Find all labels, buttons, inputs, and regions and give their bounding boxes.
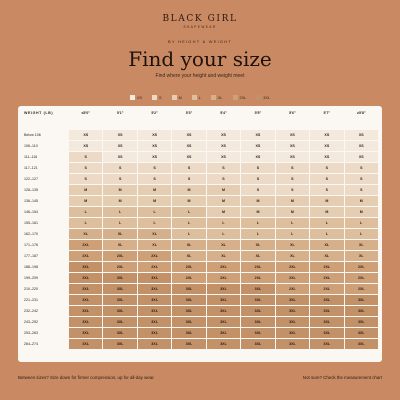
size-cell: XL	[138, 229, 171, 239]
size-cell: S	[172, 174, 205, 184]
size-cell: 3XL	[345, 317, 378, 327]
size-cell: 3XL	[103, 328, 136, 338]
legend-label: 2XL	[239, 95, 247, 100]
size-cell: M	[345, 207, 378, 217]
grid-padding	[241, 350, 274, 360]
size-cell: XS	[103, 152, 136, 162]
size-cell: L	[138, 207, 171, 217]
size-cell: M	[69, 185, 102, 195]
size-cell: 3XL	[207, 306, 240, 316]
brand-subtitle: SHAPEWEAR	[183, 25, 217, 29]
size-cell: XS	[310, 141, 343, 151]
size-cell: L	[310, 229, 343, 239]
size-cell: L	[241, 218, 274, 228]
height-column-header: 5'6"	[289, 111, 296, 115]
size-cell: XL	[207, 251, 240, 261]
weight-range-label: Below 106	[24, 133, 41, 137]
weight-range-label: 162–170	[24, 232, 38, 236]
size-cell: XL	[241, 240, 274, 250]
header-spacer	[22, 119, 68, 129]
size-cell: L	[276, 229, 309, 239]
size-cell: 3XL	[172, 284, 205, 294]
size-cell: 2XL	[345, 284, 378, 294]
size-cell: 3XL	[241, 306, 274, 316]
size-cell: S	[69, 174, 102, 184]
size-cell: XL	[310, 251, 343, 261]
size-cell: XL	[172, 251, 205, 261]
size-cell: L	[172, 218, 205, 228]
size-cell: 2XL	[69, 240, 102, 250]
legend-item	[130, 95, 142, 100]
size-cell: M	[310, 196, 343, 206]
size-cell: XS	[207, 130, 240, 140]
header-spacer	[138, 119, 171, 129]
size-cell: XS	[207, 141, 240, 151]
weight-range-label: 122–127	[24, 177, 38, 181]
grid-padding	[22, 350, 68, 360]
size-cell: 3XL	[241, 284, 274, 294]
legend-swatch	[152, 95, 157, 100]
legend-swatch	[233, 95, 238, 100]
legend-item	[211, 95, 223, 100]
size-cell: 3XL	[172, 317, 205, 327]
size-cell: 3XL	[310, 339, 343, 349]
size-cell: S	[241, 163, 274, 173]
size-cell: 3XL	[172, 339, 205, 349]
grid-padding	[276, 350, 309, 360]
size-cell: S	[69, 152, 102, 162]
size-cell: S	[207, 163, 240, 173]
size-cell: 2XL	[276, 262, 309, 272]
size-cell: L	[172, 229, 205, 239]
size-cell: XS	[103, 130, 136, 140]
height-column-header: 5'3"	[185, 111, 193, 115]
size-cell: 3XL	[103, 284, 136, 294]
weight-range-label: 188–198	[24, 265, 38, 269]
size-cell: 3XL	[69, 339, 102, 349]
size-cell: 2XL	[276, 284, 309, 294]
size-cell: 3XL	[172, 306, 205, 316]
size-cell: M	[207, 207, 240, 217]
size-cell: 3XL	[241, 295, 274, 305]
size-cell: 3XL	[69, 317, 102, 327]
size-cell: 3XL	[241, 328, 274, 338]
size-cell: 3XL	[207, 284, 240, 294]
size-cell: 2XL	[241, 273, 274, 283]
grid-padding	[103, 350, 136, 360]
header-spacer	[345, 119, 378, 129]
size-cell: L	[276, 218, 309, 228]
size-cell: XL	[138, 240, 171, 250]
size-cell: M	[103, 185, 136, 195]
size-cell: S	[103, 163, 136, 173]
size-cell: S	[310, 163, 343, 173]
page-title: Find your size	[128, 47, 272, 71]
size-cell: XS	[138, 141, 171, 151]
size-cell: 3XL	[138, 273, 171, 283]
height-column-header: 5'5"	[254, 111, 262, 115]
height-column-header: 5'7"	[323, 111, 331, 115]
legend-label: XS	[136, 95, 143, 100]
size-cell: M	[172, 185, 205, 195]
legend-item	[172, 95, 182, 100]
size-cell: 2XL	[103, 262, 136, 272]
size-cell: 3XL	[345, 295, 378, 305]
size-cell: 3XL	[69, 295, 102, 305]
size-cell: 3XL	[69, 284, 102, 294]
header-spacer	[103, 119, 136, 129]
size-cell: XS	[69, 130, 102, 140]
size-cell: 3XL	[138, 306, 171, 316]
page-subtitle: Find where your height and weight meet	[155, 73, 245, 79]
size-cell: 3XL	[345, 306, 378, 316]
size-cell: 3XL	[345, 328, 378, 338]
legend-label: S	[159, 95, 162, 100]
size-cell: L	[207, 229, 240, 239]
size-cell: 2XL	[69, 251, 102, 261]
size-cell: 3XL	[207, 317, 240, 327]
size-legend	[0, 95, 400, 100]
weight-range-label: 155–161	[24, 221, 38, 225]
size-cell: XS	[276, 130, 309, 140]
legend-label: XL	[217, 95, 223, 100]
size-cell: 3XL	[103, 339, 136, 349]
size-cell: L	[138, 218, 171, 228]
size-cell: S	[276, 174, 309, 184]
size-cell: XL	[276, 240, 309, 250]
weight-range-label: 210–220	[24, 287, 38, 291]
size-cell: XS	[345, 130, 378, 140]
size-cell: S	[241, 174, 274, 184]
size-cell: XL	[241, 251, 274, 261]
size-cell: 3XL	[310, 306, 343, 316]
size-cell: 3XL	[276, 339, 309, 349]
size-cell: S	[345, 163, 378, 173]
size-cell: 3XL	[103, 273, 136, 283]
footer-tip: Between sizes? Size down for firmer compression, up for all-day wear.	[18, 375, 155, 380]
grid-padding	[310, 350, 343, 360]
size-cell: 2XL	[345, 273, 378, 283]
size-cell: 3XL	[138, 339, 171, 349]
size-cell: M	[103, 196, 136, 206]
size-cell: 2XL	[310, 262, 343, 272]
legend-swatch	[192, 95, 197, 100]
header-spacer	[172, 119, 205, 129]
size-cell: S	[345, 185, 378, 195]
size-cell: M	[276, 196, 309, 206]
size-cell: 2XL	[207, 262, 240, 272]
size-cell: 2XL	[207, 273, 240, 283]
size-cell: M	[345, 196, 378, 206]
size-cell: 3XL	[103, 306, 136, 316]
size-cell: L	[345, 229, 378, 239]
size-cell: 3XL	[207, 295, 240, 305]
header-spacer	[276, 119, 309, 129]
size-cell: S	[69, 163, 102, 173]
size-cell: L	[103, 207, 136, 217]
weight-range-label: 136–145	[24, 199, 38, 203]
size-cell: S	[138, 174, 171, 184]
legend-swatch	[130, 95, 135, 100]
size-cell: XL	[207, 240, 240, 250]
size-cell: 3XL	[69, 262, 102, 272]
weight-range-label: 264–274	[24, 342, 38, 346]
height-column-header: 5'1"	[116, 111, 124, 115]
size-cell: M	[207, 185, 240, 195]
grid-padding	[69, 350, 102, 360]
size-cell: 2XL	[241, 262, 274, 272]
grid-padding	[172, 350, 205, 360]
size-cell: XS	[345, 152, 378, 162]
size-cell: XS	[276, 152, 309, 162]
size-chart-table	[18, 106, 382, 362]
height-column-header: ≤5'0"	[81, 111, 90, 115]
size-cell: S	[207, 174, 240, 184]
legend-item	[233, 95, 247, 100]
size-cell: L	[207, 218, 240, 228]
size-cell: L	[310, 218, 343, 228]
size-cell: L	[345, 218, 378, 228]
size-cell: 2XL	[310, 284, 343, 294]
size-cell: XS	[103, 141, 136, 151]
size-cell: 3XL	[69, 273, 102, 283]
legend-item	[256, 95, 270, 100]
size-cell: 3XL	[276, 306, 309, 316]
weight-range-label: 243–252	[24, 320, 38, 324]
size-cell: XS	[345, 141, 378, 151]
height-column-header: 5'2"	[151, 111, 158, 115]
size-cell: XL	[69, 229, 102, 239]
size-cell: S	[276, 163, 309, 173]
size-cell: S	[103, 174, 136, 184]
size-cell: L	[69, 218, 102, 228]
size-cell: 3XL	[103, 317, 136, 327]
size-cell: 3XL	[103, 295, 136, 305]
size-cell: M	[207, 196, 240, 206]
size-cell: XS	[138, 130, 171, 140]
weight-range-label: 106–110	[24, 144, 38, 148]
size-cell: S	[345, 174, 378, 184]
size-cell: 2XL	[276, 273, 309, 283]
size-cell: 3XL	[172, 328, 205, 338]
header-spacer	[69, 119, 102, 129]
weight-range-label: 171–176	[24, 243, 38, 247]
size-cell: M	[276, 207, 309, 217]
size-cell: 2XL	[138, 251, 171, 261]
legend-swatch	[256, 95, 261, 100]
size-cell: 3XL	[241, 339, 274, 349]
size-cell: L	[69, 207, 102, 217]
size-cell: 3XL	[310, 328, 343, 338]
size-chart-card	[18, 106, 382, 362]
legend-label: M	[178, 95, 182, 100]
size-cell: XS	[276, 141, 309, 151]
eyebrow-text: BY HEIGHT & WEIGHT	[168, 39, 232, 44]
grid-padding	[138, 350, 171, 360]
size-cell: 3XL	[69, 306, 102, 316]
weight-range-label: 199–209	[24, 276, 38, 280]
legend-swatch	[172, 95, 177, 100]
size-cell: L	[172, 207, 205, 217]
size-cell: L	[241, 229, 274, 239]
weight-range-label: 177–187	[24, 254, 38, 258]
size-cell: L	[103, 218, 136, 228]
size-cell: 3XL	[276, 295, 309, 305]
header-spacer	[241, 119, 274, 129]
size-cell: 3XL	[138, 328, 171, 338]
size-cell: 2XL	[172, 262, 205, 272]
size-cell: 2XL	[310, 273, 343, 283]
size-cell: 3XL	[276, 317, 309, 327]
size-cell: S	[241, 185, 274, 195]
weight-range-label: 146–154	[24, 210, 38, 214]
weight-range-label: 111–116	[24, 155, 38, 159]
size-cell: 3XL	[310, 295, 343, 305]
size-cell: XS	[241, 130, 274, 140]
height-column-header: 5'4"	[220, 111, 227, 115]
weight-range-label: 221–231	[24, 298, 38, 302]
size-cell: S	[172, 163, 205, 173]
size-cell: M	[69, 196, 102, 206]
size-cell: XS	[172, 152, 205, 162]
size-cell: M	[241, 196, 274, 206]
size-cell: XL	[345, 240, 378, 250]
size-cell: XS	[310, 130, 343, 140]
size-cell: M	[241, 207, 274, 217]
size-cell: 3XL	[241, 317, 274, 327]
size-cell: XS	[207, 152, 240, 162]
size-cell: XS	[138, 152, 171, 162]
page-header	[0, 0, 400, 79]
weight-range-label: 253–263	[24, 331, 38, 335]
size-cell: S	[310, 185, 343, 195]
size-cell: 2XL	[138, 262, 171, 272]
size-cell: S	[276, 185, 309, 195]
size-cell: 3XL	[207, 339, 240, 349]
size-cell: XS	[69, 141, 102, 151]
size-cell: XS	[310, 152, 343, 162]
size-cell: 3XL	[138, 317, 171, 327]
size-cell: XL	[276, 251, 309, 261]
grid-padding	[345, 350, 378, 360]
size-cell: XL	[103, 240, 136, 250]
size-cell: XS	[241, 141, 274, 151]
legend-label: L	[198, 95, 201, 100]
size-cell: 3XL	[138, 284, 171, 294]
header-spacer	[310, 119, 343, 129]
legend-item	[192, 95, 201, 100]
size-cell: 3XL	[69, 328, 102, 338]
weight-range-label: 128–135	[24, 188, 38, 192]
size-cell: M	[138, 185, 171, 195]
size-cell: 3XL	[138, 295, 171, 305]
size-cell: 2XL	[103, 251, 136, 261]
size-cell: XS	[241, 152, 274, 162]
size-cell: 2XL	[172, 273, 205, 283]
size-cell: XS	[172, 130, 205, 140]
size-cell: S	[310, 174, 343, 184]
height-column-header: ≥5'8"	[357, 111, 366, 115]
legend-label: 3XL	[263, 95, 271, 100]
size-cell: 3XL	[345, 339, 378, 349]
size-cell: 3XL	[276, 328, 309, 338]
legend-item	[152, 95, 162, 100]
grid-padding	[207, 350, 240, 360]
size-cell: XL	[345, 251, 378, 261]
size-cell: 2XL	[345, 262, 378, 272]
measurement-chart-link[interactable]: Not sure? Check the measurement chart	[302, 375, 382, 380]
size-cell: 3XL	[207, 328, 240, 338]
brand-name: BLACK GIRL	[162, 14, 238, 24]
size-cell: XL	[310, 240, 343, 250]
weight-column-header: WEIGHT (LB)	[24, 111, 54, 115]
size-cell: 3XL	[172, 295, 205, 305]
size-cell: M	[310, 207, 343, 217]
size-cell: M	[172, 196, 205, 206]
size-cell: S	[138, 163, 171, 173]
size-cell: XL	[103, 229, 136, 239]
legend-swatch	[211, 95, 216, 100]
weight-range-label: 232–242	[24, 309, 38, 313]
size-cell: XS	[172, 141, 205, 151]
size-cell: M	[138, 196, 171, 206]
size-cell: XL	[172, 240, 205, 250]
weight-range-label: 117–121	[24, 166, 38, 170]
header-spacer	[207, 119, 240, 129]
size-cell: 3XL	[310, 317, 343, 327]
